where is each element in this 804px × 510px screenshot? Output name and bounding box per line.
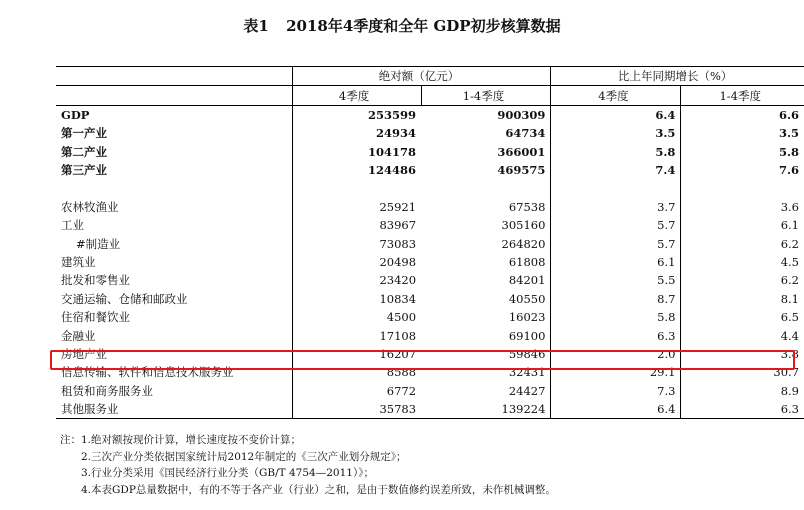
header-absolute: 绝对额（亿元） <box>292 67 551 86</box>
header-sub: 1-4季度 <box>681 86 804 105</box>
note-line: 3.行业分类采用《国民经济行业分类（GB/T 4754—2011）》； <box>81 467 374 479</box>
table-row <box>56 308 804 326</box>
header-sub: 4季度 <box>292 86 421 105</box>
cell: 5.8 <box>551 143 681 161</box>
table-row <box>56 400 804 419</box>
note-line: 注：1.绝对额按现价计算，增长速度按不变价计算； <box>60 434 302 446</box>
cell: 6.1 <box>681 216 804 234</box>
row-label: 租赁和商务服务业 <box>61 383 153 398</box>
cell: 6.4 <box>551 105 681 124</box>
cell: 40550 <box>508 291 546 306</box>
cell: 2.0 <box>551 345 681 363</box>
cell: 17108 <box>292 326 421 344</box>
cell: 4500 <box>292 308 421 326</box>
row-label: 农林牧渔业 <box>61 199 119 214</box>
cell: 900309 <box>497 107 546 122</box>
cell: 35783 <box>292 400 421 419</box>
row-label: 工业 <box>61 218 84 233</box>
row-label: 第三产业 <box>61 163 107 178</box>
cell: 3.6 <box>681 198 804 216</box>
table-row <box>56 235 804 253</box>
cell: 124486 <box>292 161 421 179</box>
cell: 3.5 <box>681 124 804 142</box>
cell: 5.8 <box>551 308 681 326</box>
highlight-box <box>50 350 795 370</box>
header-blank <box>56 67 292 86</box>
cell: 20498 <box>292 253 421 271</box>
cell: 7.6 <box>681 161 804 179</box>
table-row <box>56 143 804 161</box>
cell: 64734 <box>505 126 546 141</box>
header-growth: 比上年同期增长（%） <box>551 67 804 86</box>
cell: 61808 <box>508 255 546 270</box>
cell: 6.6 <box>681 105 804 124</box>
cell: 7.4 <box>551 161 681 179</box>
row-label: 其他服务业 <box>56 400 292 419</box>
table-row <box>56 124 804 142</box>
cell: 24934 <box>292 124 421 142</box>
header-row-group <box>56 67 804 86</box>
table-row <box>56 326 804 344</box>
cell: 69100 <box>508 328 546 343</box>
cell: 6.5 <box>681 308 804 326</box>
row-label: 建筑业 <box>61 255 96 270</box>
table-row <box>56 253 804 271</box>
table-row <box>56 198 804 216</box>
cell: 73083 <box>292 235 421 253</box>
row-label: 批发和零售业 <box>61 273 130 288</box>
spacer-row <box>56 179 804 197</box>
cell: 32431 <box>508 365 546 380</box>
cell: 5.7 <box>551 235 681 253</box>
cell: 3.5 <box>551 124 681 142</box>
cell: 7.3 <box>551 382 681 400</box>
table-row <box>56 290 804 308</box>
cell: 6.4 <box>551 400 681 419</box>
cell: 5.7 <box>551 216 681 234</box>
cell: 4.5 <box>681 253 804 271</box>
cell: 469575 <box>497 163 546 178</box>
cell: 25921 <box>292 198 421 216</box>
header-blank <box>56 86 292 105</box>
cell: 23420 <box>292 271 421 289</box>
cell: 6.1 <box>551 253 681 271</box>
cell: 8.1 <box>681 290 804 308</box>
header-sub: 1-4季度 <box>421 86 551 105</box>
row-label: 房地产业 <box>61 347 107 362</box>
cell: 4.4 <box>681 326 804 344</box>
cell: 305160 <box>501 218 546 233</box>
row-label: 第一产业 <box>61 126 107 141</box>
cell: 6.3 <box>551 326 681 344</box>
cell: 8.7 <box>551 290 681 308</box>
header-sub: 4季度 <box>551 86 681 105</box>
cell: 366001 <box>497 144 546 159</box>
cell: 6.2 <box>681 235 804 253</box>
row-label: 金融业 <box>61 328 96 343</box>
table-title-text: 2018年4季度和全年 GDP初步核算数据 <box>286 17 561 35</box>
row-label: 第二产业 <box>61 144 107 159</box>
row-label: 住宿和餐饮业 <box>61 310 130 325</box>
cell: 139224 <box>421 400 551 419</box>
note-line: 2.三次产业分类依据国家统计局2012年制定的《三次产业划分规定》； <box>81 450 407 463</box>
cell: 104178 <box>292 143 421 161</box>
table-row <box>56 216 804 234</box>
row-label: GDP <box>61 107 90 122</box>
cell: 83967 <box>292 216 421 234</box>
cell: 5.8 <box>681 143 804 161</box>
cell: 16023 <box>508 310 546 325</box>
note-line: 4.本表GDP总量数据中，有的不等于各产业（行业）之和，是由于数值修约误差所致，未作机械调整。 <box>81 483 556 496</box>
table-title <box>0 15 804 36</box>
cell: 3.7 <box>551 198 681 216</box>
cell: 67538 <box>508 199 546 214</box>
row-label: #制造业 <box>76 236 121 251</box>
cell: 24427 <box>508 383 546 398</box>
row-label: 信息传输、软件和信息技术服务业 <box>61 365 234 380</box>
cell: 8588 <box>292 363 421 381</box>
table-notes <box>60 432 556 498</box>
table-row <box>56 105 804 124</box>
header-row-sub <box>56 86 804 105</box>
cell: 6772 <box>292 382 421 400</box>
cell: 16207 <box>292 345 421 363</box>
cell: 30.7 <box>681 363 804 381</box>
cell: 5.5 <box>551 271 681 289</box>
cell: 253599 <box>292 105 421 124</box>
table-row <box>56 382 804 400</box>
cell: 59846 <box>508 347 546 362</box>
cell: 8.9 <box>681 382 804 400</box>
cell: 10834 <box>292 290 421 308</box>
cell: 264820 <box>501 236 546 251</box>
table-row <box>56 161 804 179</box>
table-number: 表1 <box>243 17 269 35</box>
table-row <box>56 271 804 289</box>
cell: 3.8 <box>681 345 804 363</box>
cell: 6.3 <box>681 400 804 419</box>
cell: 6.2 <box>681 271 804 289</box>
cell: 84201 <box>508 273 546 288</box>
row-label: 交通运输、仓储和邮政业 <box>61 291 188 306</box>
cell: 29.1 <box>551 363 681 381</box>
